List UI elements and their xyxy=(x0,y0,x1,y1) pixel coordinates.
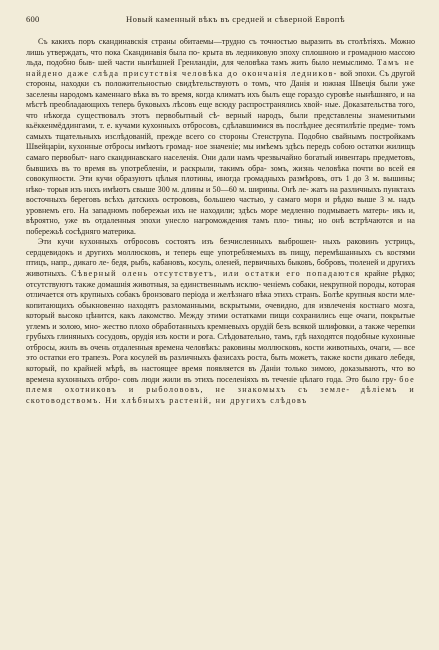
text-line: выразить въ столѣтіяхъ. Можно лишь утверждать, что пока Скандинавія была по- xyxy=(26,37,415,57)
text-line: ные. Доказательства того, что нѣкогда существовалъ этотъ первобытный сѣ- xyxy=(26,100,415,120)
text-line: ное значеніе; мы имѣемъ здѣсь передъ собою остатки жилищъ самаго первобыт- xyxy=(26,142,415,163)
text-line-spaced: дѣліемъ и скотоводствомъ. Ни хлѣбныхъ растеній, ни другихъ слѣдовъ xyxy=(26,385,415,405)
text-line-spaced: Тамъ не найдено даже слѣда присутствія человѣка до окончанія ледников- xyxy=(26,58,415,78)
text-line: остатки его трапезъ. Рога косулей въ различныхъ фазисахъ роста, быть можетъ, xyxy=(39,353,318,363)
text-line-spaced: бое племя охотниковъ и рыболововъ, не знакомыхъ съ земле- xyxy=(26,374,415,395)
text-line: ченіемъ собаки, некрупной породы, которая отличается отъ крупныхъ собакъ xyxy=(26,279,415,300)
text-line: мѣстѣ преобладающихъ теперь буковыхъ лѣсовъ еще всюду распространялись хвой- xyxy=(26,100,323,110)
text-line: шей части нынѣшней Гренландіи, для человѣка тамъ жить было немыслимо. xyxy=(97,58,378,68)
text-line: Подобно свайнымъ постройкамъ Швейцаріи, кухонные отбросы имѣютъ громад- xyxy=(26,131,415,152)
text-line: наго скандинавскаго населенія. Они дали намъ чрезвычайно богатый инвентарь xyxy=(89,153,371,163)
page-header xyxy=(26,14,415,32)
text-line: ныхъ раковинъ устрицъ, сердцевидокъ и другихъ моллюсковъ, и теперь еще xyxy=(26,237,416,257)
text-line: бронзоваго періода и желѣзнаго вѣка этихъ странъ. Болѣе крупныя кости мле- xyxy=(142,290,415,300)
text-line: совъ люди жили въ этихъ поселеніяхъ въ теченіе цѣлаго года. Это было гру- xyxy=(123,374,397,384)
text-line: предметовъ, бывшихъ въ то время въ употребленіи, и раскрыли, такимъ обра- xyxy=(26,153,416,173)
text-line: вой эпохи. Съ другой стороны, находки съ положительностью свидѣтельствуютъ xyxy=(26,68,415,89)
text-line: употребляемыхъ въ пищу, перемѣшанныхъ съ костями птицъ, напр., дикаго ле- xyxy=(26,247,415,268)
text-line: извлеченія костнаго мозга, который высоко цѣнится, какъ лакомство. Между xyxy=(26,300,415,321)
text-line: появляется въ Даніи только зимою, доказываютъ, что во времена кухонныхъ отбро- xyxy=(26,363,416,384)
text-line-spaced: Сѣверный олень отсутствуетъ, или остатки его попадаются xyxy=(71,269,361,279)
text-line: тины; но онѣ встрѣчаются и на побережьѣ сосѣдняго материка. xyxy=(26,216,415,236)
text-line: томъ самыхъ тщательныхъ изслѣдованій, прежде всего со стороны Стенструпа. xyxy=(26,121,416,141)
text-line: зомъ, жизнь человѣка почти во всей ея совокупности. Эти кучи образуютъ xyxy=(26,163,415,184)
text-line: тамъ, гдѣ находятся подобные кухонные отбросы, жилъ въ очень отдаленныя xyxy=(26,332,416,352)
text-line: большею частью, у самаго моря и рѣдко выше 3 м. надъ уровнемъ его. На xyxy=(26,195,415,215)
text-line: другихъ животныхъ. xyxy=(26,258,415,279)
body-text xyxy=(26,37,415,406)
text-line: о томъ, что Данія и южная Швеція были уже заселены народомъ каменнаго вѣка xyxy=(26,79,416,99)
text-line: крыта въ ледниковую эпоху сплошною и громадною массою льда, подобно быв- xyxy=(26,47,415,68)
text-line: также кости дикаго лебедя, который, по крайней мѣрѣ, въ настоящее время xyxy=(26,353,415,373)
text-line: бедя, рыбъ, кабановъ, косуль, оленей, первичныхъ быковъ, бобровъ, тюленей и xyxy=(111,258,386,268)
text-line: времена человѣкъ: раковины моллюсковъ, кости животныхъ, очаги, — все это xyxy=(26,342,415,363)
text-line: жатъ на различныхъ пунктахъ восточныхъ береговъ всѣхъ датскихъ острововъ, xyxy=(26,184,415,205)
text-line: цѣлыя плотины, иногда громадныхъ размѣровъ, отъ 1 до 3 м. вышины; нѣко- xyxy=(26,174,415,194)
text-line: верный народъ, были представлены знаменитыми кьёккенмёддингами, т. е. xyxy=(26,110,415,131)
text-line: икъ и, вѣроятно, уже въ отдаленныя эпохи унесло нагромождения тамъ пло- xyxy=(26,205,416,226)
text-line: западномъ побережьи ихъ не находили; здѣсь море медленно подмываетъ матерь- xyxy=(92,205,389,215)
text-line: кучами кухонныхъ отбросовъ, сдѣлавшимися въ послѣднее десятилѣтіе предме- xyxy=(114,121,396,131)
text-line: черепки грубыхъ глиняныхъ сосудовъ, орудія изъ кости и рога. Слѣдовательно, xyxy=(26,321,415,342)
text-line: Эти кучи кухонныхъ отбросовъ состоятъ изъ безчисленныхъ выброшен- xyxy=(38,237,317,247)
running-head: Новый каменный вѣкъ въ средней и сѣверной Европѣ xyxy=(126,14,345,24)
text-line: въ то время, когда климатъ ихъ былъ еще гораздо суровѣе нынѣшняго, и на xyxy=(151,89,415,99)
text-line: торыя изъ нихъ имѣютъ свыше 300 м. длины и 50—60 м. ширины. Онѣ лe- xyxy=(47,184,309,194)
page-number: 600 xyxy=(26,14,40,24)
text-line: копитающихъ обыкновенно находятъ разломанными, вскрытыми, очевидно, для xyxy=(26,300,316,310)
text-line: этими остатками пищи сохранились еще очаги, покрытые углемъ и золою, мно- xyxy=(26,311,416,331)
paragraph-1 xyxy=(26,37,415,237)
text-line: крайне рѣдко; отсутствуютъ также домашнія животныя, за единственнымъ исклю- xyxy=(26,269,415,289)
paragraph-2 xyxy=(26,237,415,406)
text-line: жество плохо обработанныхъ кремневыхъ орудій безъ всякой шлифовки, а также xyxy=(102,321,385,331)
text-line: Съ какихъ поръ скандинавскія страны обитаемы—трудно съ точностью xyxy=(38,37,298,46)
